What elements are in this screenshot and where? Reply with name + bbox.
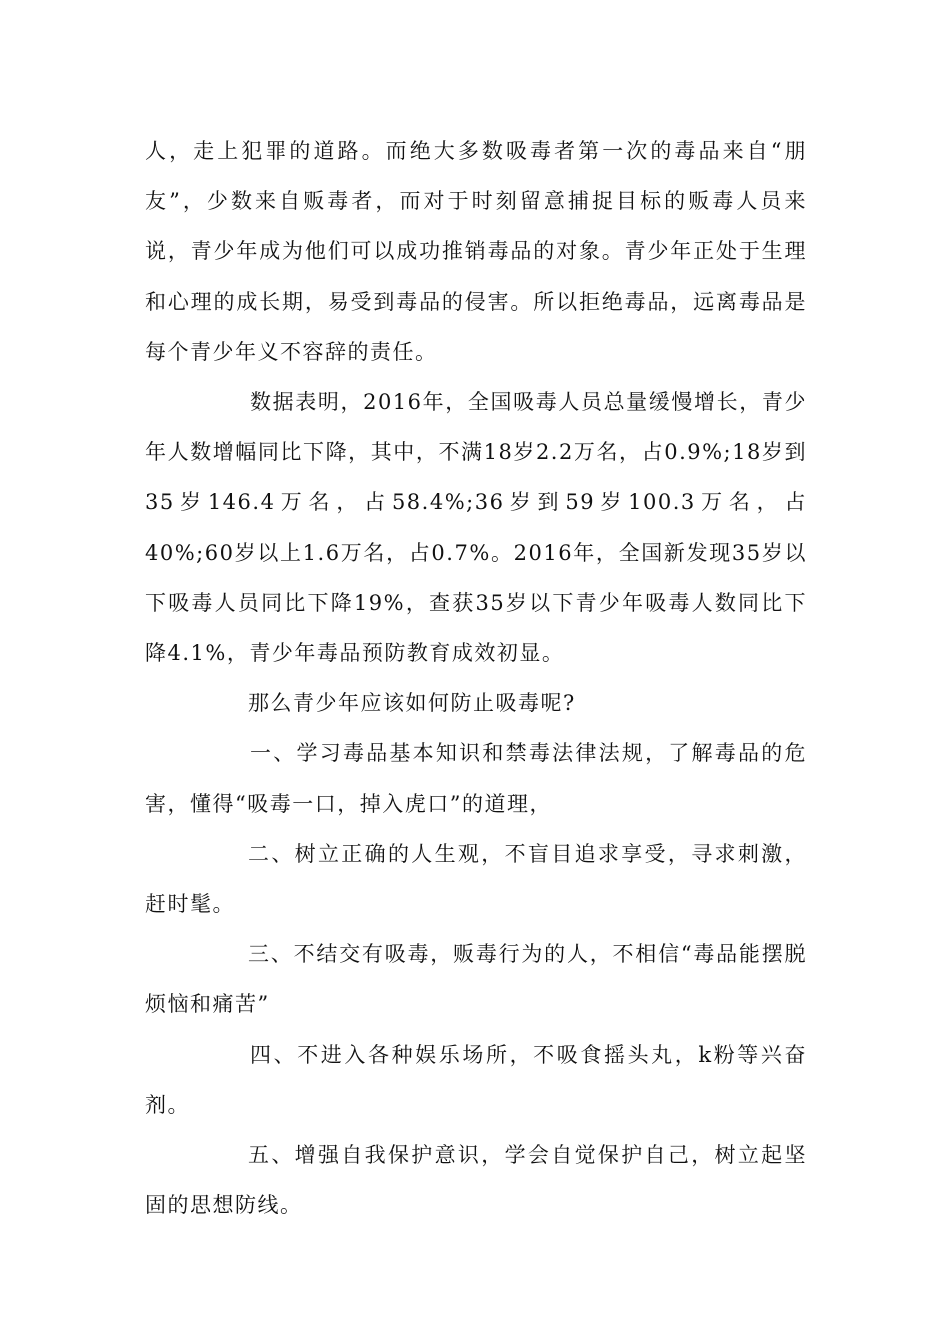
paragraph-question: 那么青少年应该如何防止吸毒呢?	[248, 691, 576, 716]
paragraph-point-3: 三、不结交有吸毒，贩毒行为的人，不相信“毒品能摆脱烦恼和痛苦”	[145, 942, 807, 1017]
paragraph-point-5: 五、增强自我保护意识，学会自觉保护自己，树立起坚固的思想防线。	[145, 1143, 807, 1218]
document-body	[145, 126, 807, 1230]
paragraph-statistics: 数据表明，2016年，全国吸毒人员总量缓慢增长，青少年人数增幅同比下降，其中，不满18岁2.2万名，占0.9%;18岁到35岁146.4万名，占58.4%;36岁到59岁100.3万名，占40%;60岁以上1.6万名，占0.7%。2016年，全国新发现35岁以下吸毒人员同比下降19%，查获35岁以下青少年吸毒人数同比下降4.1%，青少年毒品预防教育成效初显。	[145, 390, 807, 666]
paragraph-intro: 人，走上犯罪的道路。而绝大多数吸毒者第一次的毒品来自“朋友”，少数来自贩毒者，而对于时刻留意捕捉目标的贩毒人员来说，青少年成为他们可以成功推销毒品的对象。青少年正处于生理和心理的成长期，易受到毒品的侵害。所以拒绝毒品，远离毒品是每个青少年义不容辞的责任。	[145, 139, 807, 364]
paragraph-point-2: 二、树立正确的人生观，不盲目追求享受，寻求刺激，赶时髦。	[145, 841, 807, 917]
paragraph-point-1: 一、学习毒品基本知识和禁毒法律法规，了解毒品的危害，懂得“吸毒一口，掉入虎口”的道理，	[145, 741, 807, 816]
paragraph-point-4: 四、不进入各种娱乐场所，不吸食摇头丸，k粉等兴奋剂。	[145, 1042, 807, 1117]
